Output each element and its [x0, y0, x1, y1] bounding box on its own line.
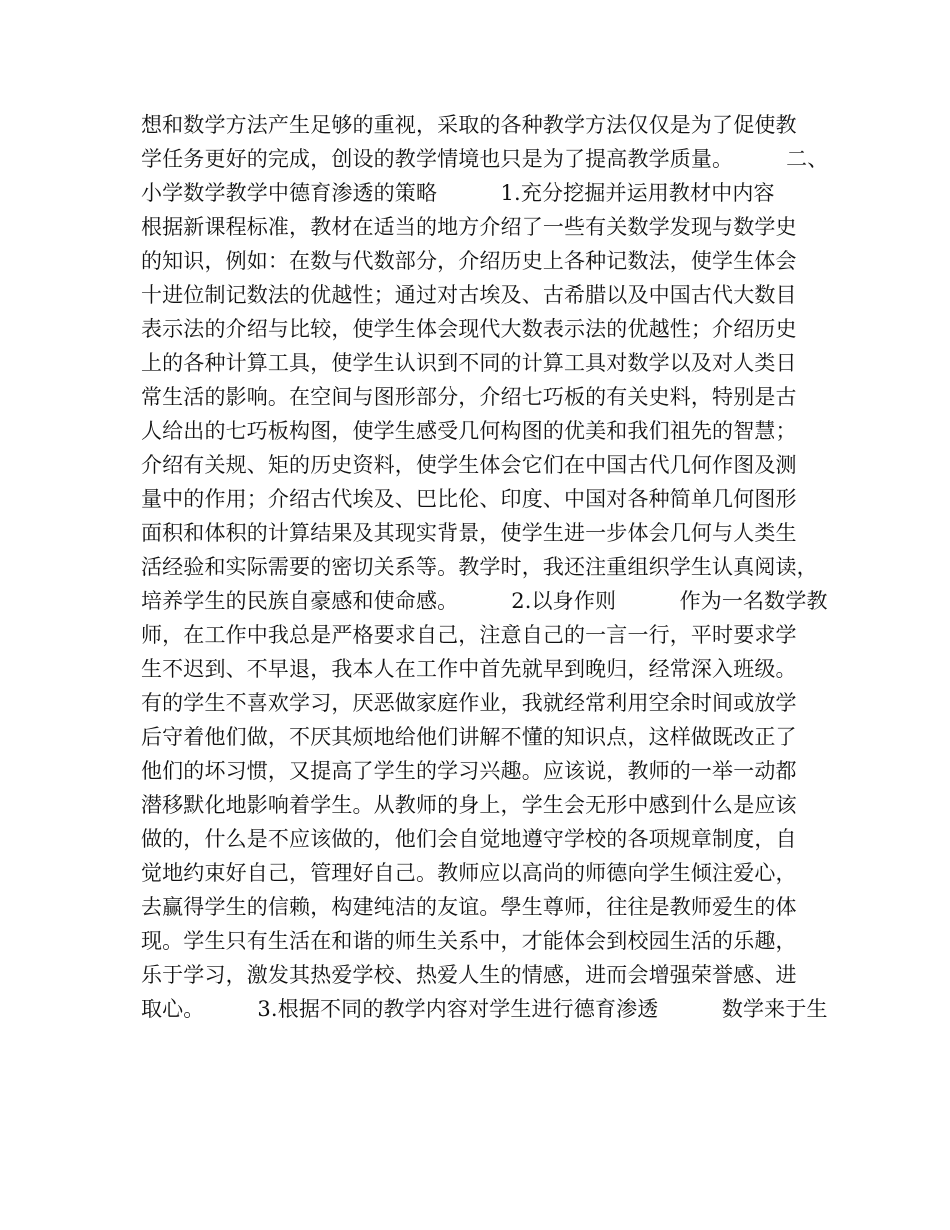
text-line: 后守着他们做，不厌其烦地给他们讲解不懂的知识点，这样做既改正了	[141, 725, 797, 749]
text-line: 去赢得学生的信赖，构建纯洁的友谊。學生尊师，往往是教师爱生的体	[141, 895, 797, 919]
text-line: 小学数学教学中德育渗透的策略 1.充分挖掘并运用教材中内容	[141, 181, 775, 205]
text-line: 学任务更好的完成，创设的教学情境也只是为了提高教学质量。 二、	[141, 147, 829, 171]
text-line: 根据新课程标准，教材在适当的地方介绍了一些有关数学发现与数学史	[141, 215, 797, 239]
text-line: 有的学生不喜欢学习，厌恶做家庭作业，我就经常利用空余时间或放学	[141, 691, 797, 715]
text-line: 乐于学习，激发其热爱学校、热爱人生的情感，进而会增强荣誉感、进	[141, 963, 797, 987]
text-line: 潜移默化地影响着学生。从教师的身上，学生会无形中感到什么是应该	[141, 793, 797, 817]
text-line: 十进位制记数法的优越性；通过对古埃及、古希腊以及中国古代大数目	[141, 283, 797, 307]
text-line: 上的各种计算工具，使学生认识到不同的计算工具对数学以及对人类日	[141, 351, 797, 375]
text-line: 面积和体积的计算结果及其现实背景，使学生进一步体会几何与人类生	[141, 521, 797, 545]
text-line: 的知识，例如：在数与代数部分，介绍历史上各种记数法，使学生体会	[141, 249, 797, 273]
text-line: 他们的坏习惯，又提高了学生的学习兴趣。应该说，教师的一举一动都	[141, 759, 797, 783]
text-line: 表示法的介绍与比较，使学生体会现代大数表示法的优越性；介绍历史	[141, 317, 797, 341]
text-line: 培养学生的民族自豪感和使命感。 2.以身作则 作为一名数学教	[141, 589, 828, 613]
text-line: 现。学生只有生活在和谐的师生关系中，才能体会到校园生活的乐趣，	[141, 929, 797, 953]
text-line: 做的，什么是不应该做的，他们会自觉地遵守学校的各项规章制度，自	[141, 827, 797, 851]
text-line: 觉地约束好自己，管理好自己。教师应以高尚的师德向学生倾注爱心，	[141, 861, 797, 885]
text-line: 介绍有关规、矩的历史资料，使学生体会它们在中国古代几何作图及测	[141, 453, 797, 477]
text-line: 常生活的影响。在空间与图形部分，介绍七巧板的有关史料，特别是古	[141, 385, 797, 409]
text-line: 量中的作用；介绍古代埃及、巴比伦、印度、中国对各种简单几何图形	[141, 487, 797, 511]
text-line: 人给出的七巧板构图，使学生感受几何构图的优美和我们祖先的智慧；	[141, 419, 797, 443]
text-line: 生不迟到、不早退，我本人在工作中首先就早到晚归，经常深入班级。	[141, 657, 797, 681]
text-line: 取心。 3.根据不同的教学内容对学生进行德育渗透 数学来于生	[141, 997, 828, 1021]
text-line: 想和数学方法产生足够的重视，采取的各种教学方法仅仅是为了促使教	[141, 113, 797, 137]
text-line: 师，在工作中我总是严格要求自己，注意自己的一言一行，平时要求学	[141, 623, 797, 647]
text-line: 活经验和实际需要的密切关系等。教学时，我还注重组织学生认真阅读，	[141, 555, 818, 579]
body-text	[141, 108, 831, 1026]
